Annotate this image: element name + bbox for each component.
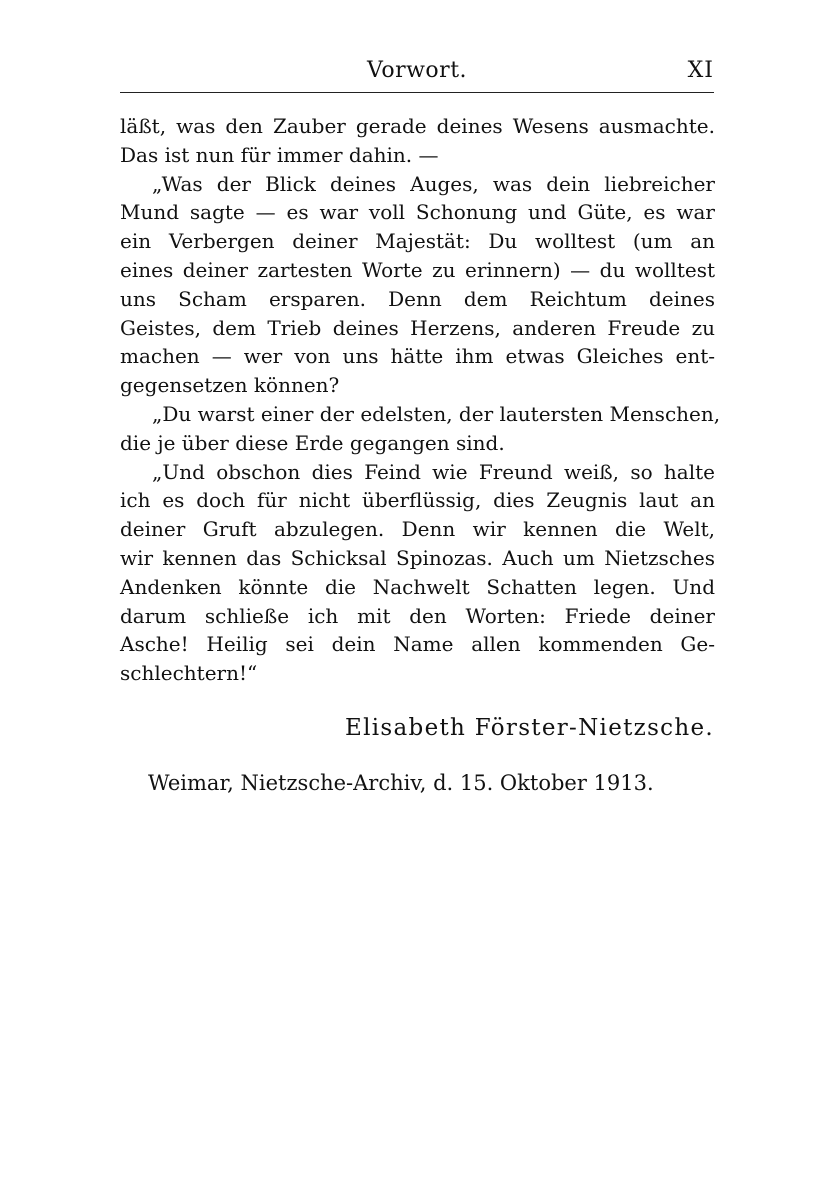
text-line: „Und obschon dies Feind wie Freund weiß, so halte (152, 459, 715, 484)
text-line: Das ist nun für immer dahin. — (120, 142, 439, 167)
running-title: Vorwort. (366, 58, 468, 83)
author-signature: Elisabeth Förster-Nietzsche. (345, 715, 714, 741)
text-line: uns Scham ersparen. Denn dem Reichtum deines (120, 286, 715, 311)
text-line: „Du warst einer der edelsten, der lautersten Menschen, (152, 401, 721, 426)
text-line: eines deiner zartesten Worte zu erinnern) — du wolltest (120, 257, 715, 282)
text-line: „Was der Blick deines Auges, was dein liebreicher (152, 171, 715, 196)
text-line: Asche! Heilig sei dein Name allen kommenden Ge- (120, 632, 715, 657)
text-line: wir kennen das Schicksal Spinozas. Auch um Nietzsches (120, 545, 715, 570)
running-head (120, 58, 714, 94)
text-line: gegensetzen können? (120, 373, 340, 398)
text-line: Andenken könnte die Nachwelt Schatten legen. Und (120, 574, 715, 599)
text-line: Geistes, dem Trieb deines Herzens, anderen Freude zu (120, 315, 715, 340)
header-rule (120, 92, 714, 93)
text-line: ich es doch für nicht überflüssig, dies Zeugnis laut an (120, 488, 715, 513)
text-line: ein Verbergen deiner Majestät: Du wolltest (um an (120, 229, 715, 254)
text-line: deiner Gruft abzulegen. Denn wir kennen die Welt, (120, 517, 715, 542)
text-line: schlechtern!“ (120, 661, 258, 686)
text-line: machen — wer von uns hätte ihm etwas Gleiches ent- (120, 344, 715, 369)
text-line: darum schließe ich mit den Worten: Friede deiner (120, 603, 715, 628)
place-date-line: Weimar, Nietzsche-Archiv, d. 15. Oktober 1913. (148, 771, 654, 795)
text-line: Mund sagte — es war voll Schonung und Güte, es war (120, 200, 715, 225)
text-line: läßt, was den Zauber gerade deines Wesens ausmachte. (120, 114, 715, 138)
text-line: die je über diese Erde gegangen sind. (120, 430, 505, 455)
page-number: XI (687, 58, 714, 83)
preface-text (120, 112, 721, 688)
